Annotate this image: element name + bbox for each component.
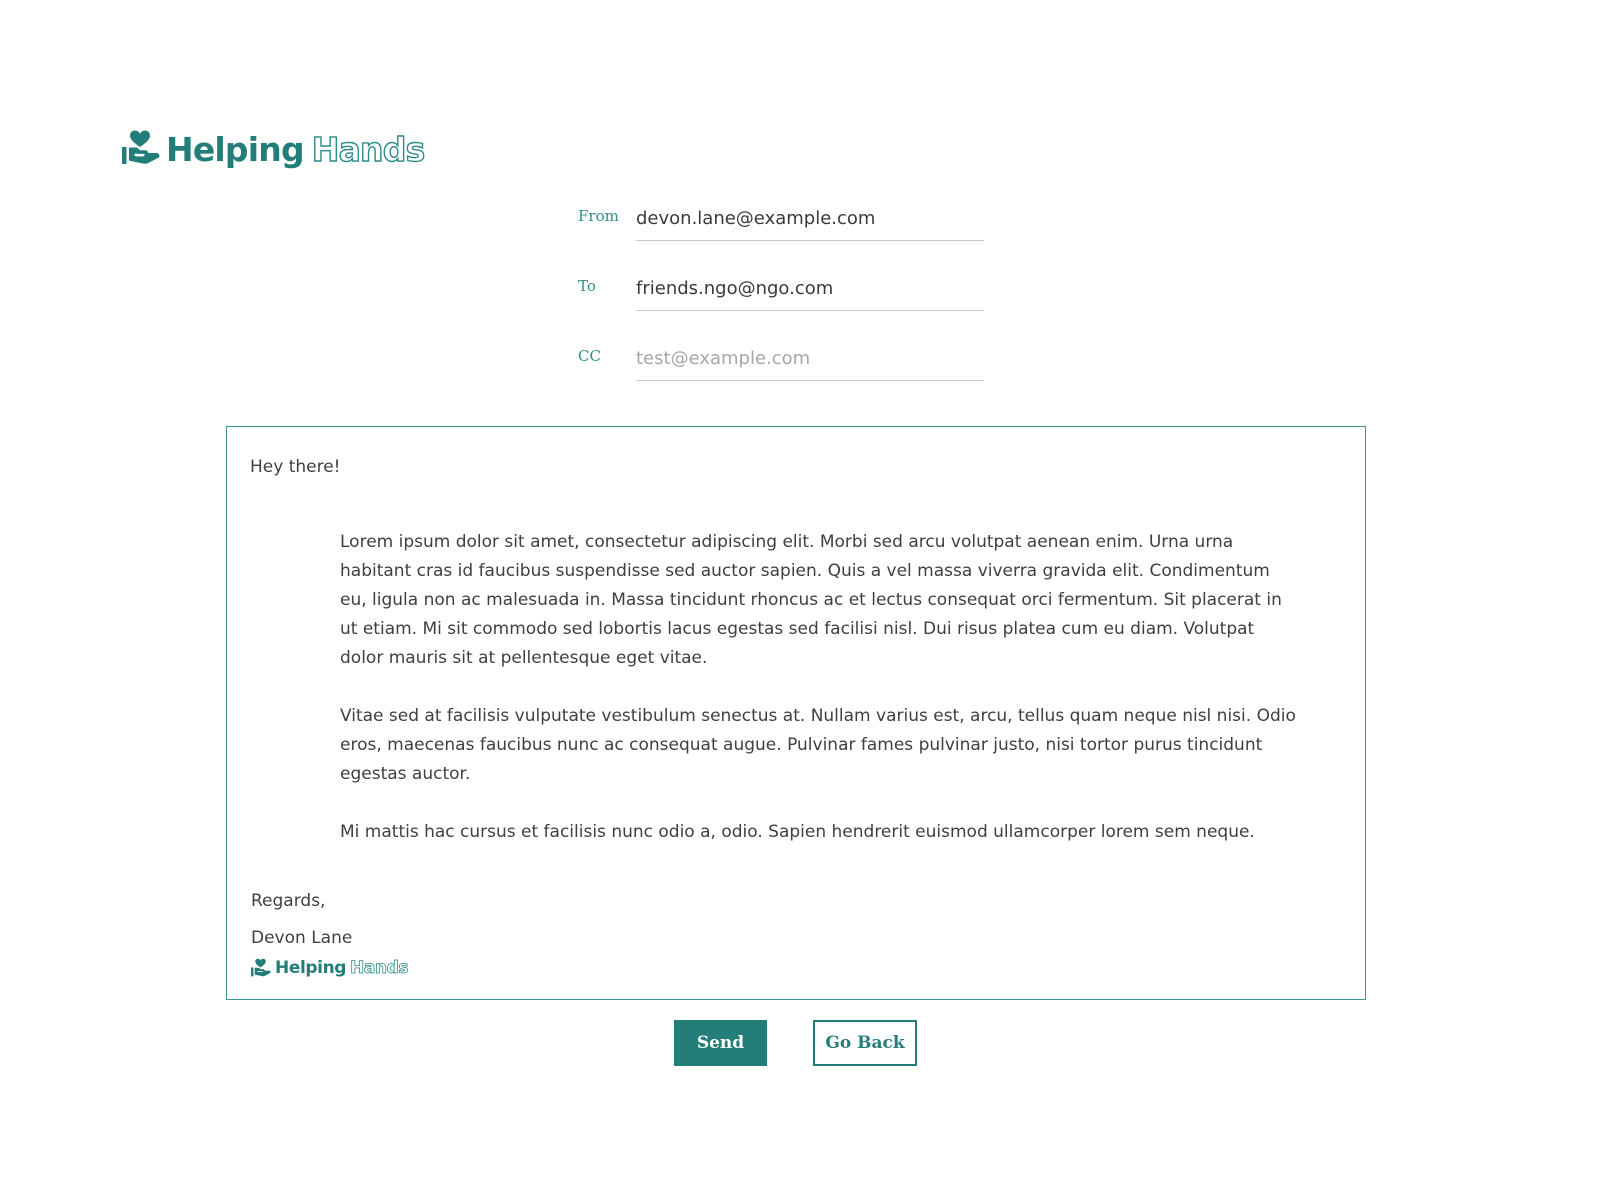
signature-logo: [251, 957, 408, 979]
go-back-button[interactable]: Go Back: [813, 1020, 917, 1066]
hand-heart-icon: [122, 129, 160, 169]
message-paragraph: Lorem ipsum dolor sit amet, consectetur adipiscing elit. Morbi sed arcu volutpat aenean enim. Urna urna habitant cras id faucibus suspendisse sed auctor sapien. Quis a vel massa viverra gravida elit. Condimentum eu, ligula non ac malesuada in. Massa tincidunt rhoncus ac et lectus consequat orci fermentum. Sit placerat in ut etiam. Mi sit commodo sed lobortis lacus egestas sed facilisi nisl. Dui risus platea cum eu diam. Volutpat dolor mauris sit at pellentesque eget vitae.: [340, 532, 1282, 668]
to-label: To: [578, 277, 596, 295]
send-button[interactable]: Send: [674, 1020, 767, 1066]
to-input[interactable]: [636, 266, 984, 311]
to-row: [578, 266, 998, 336]
cc-input[interactable]: [636, 336, 984, 381]
brand-logo: [122, 126, 424, 172]
brand-name: [166, 129, 425, 169]
brand-name-part1: Helping: [275, 957, 347, 978]
message-body-editor[interactable]: [226, 426, 1366, 1000]
brand-name-part1: Helping: [166, 129, 304, 169]
from-row: [578, 196, 998, 266]
from-label: From: [578, 207, 619, 225]
signature-brand-name: [275, 957, 409, 978]
brand-name-part2: Hands: [350, 957, 409, 978]
message-paragraph: Mi mattis hac cursus et facilisis nunc odio a, odio. Sapien hendrerit euismod ullamcorper lorem sem neque.: [340, 822, 1255, 842]
message-sign-off: Regards,: [251, 891, 326, 911]
brand-name-part2: Hands: [311, 129, 425, 169]
from-input[interactable]: [636, 196, 984, 241]
address-fields: [578, 196, 998, 406]
cc-label: CC: [578, 347, 601, 365]
message-greeting: Hey there!: [250, 457, 341, 477]
message-sender-name: Devon Lane: [251, 928, 353, 948]
message-paragraphs: [340, 528, 1300, 876]
message-paragraph: Vitae sed at facilisis vulputate vestibulum senectus at. Nullam varius est, arcu, tellus quam neque nisl nisi. Odio eros, maecenas faucibus nunc ac consequat augue. Pulvinar fames pulvinar justo, nisi tortor purus tincidunt egestas auctor.: [340, 706, 1296, 784]
cc-row: [578, 336, 998, 406]
hand-heart-icon: [251, 958, 271, 979]
